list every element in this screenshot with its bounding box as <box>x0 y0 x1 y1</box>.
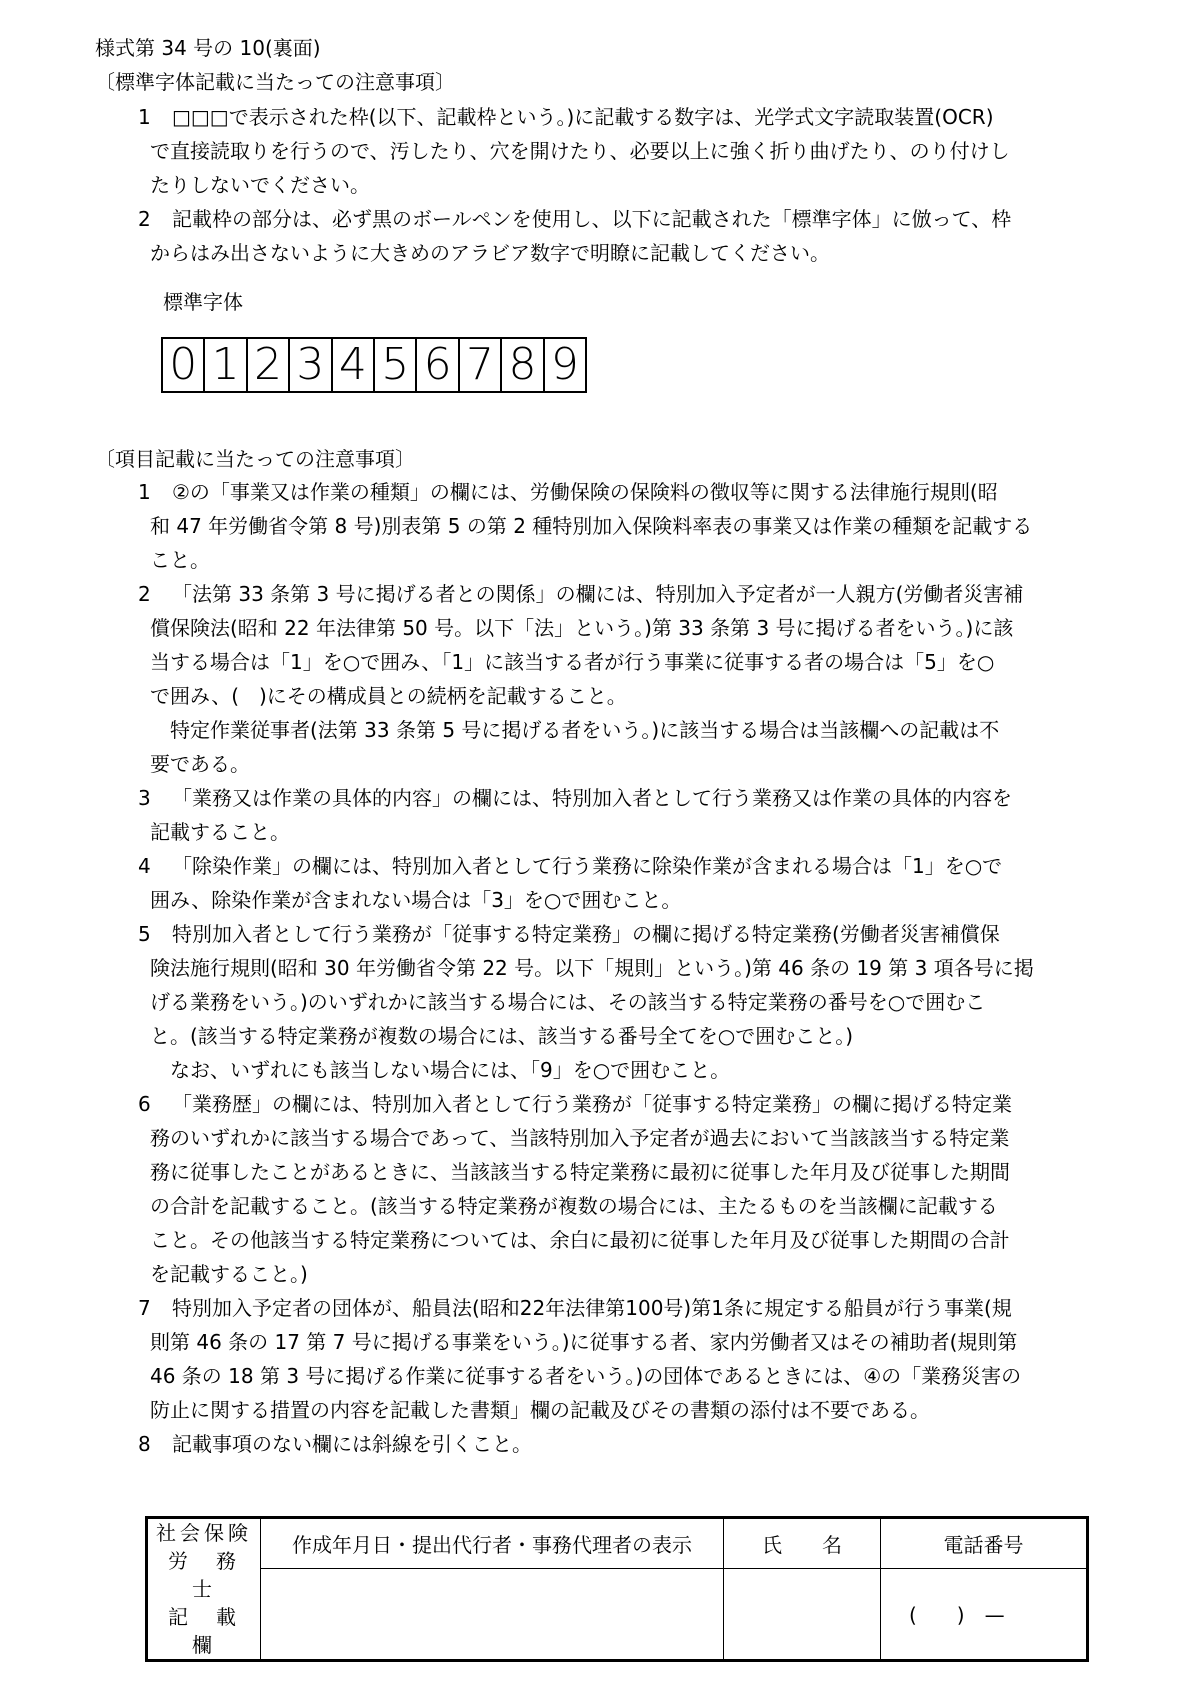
item-text-line: 「業務又は作業の具体的内容」の欄には、特別加入者として行う業務又は作業の具体的内容を <box>172 786 1012 810</box>
item-text-line: □□□で表示された枠(以下、記載枠という。)に記載する数字は、光学式文字読取装置(OCR) <box>172 105 994 129</box>
col1-header: 作成年月日・提出代行者・事務代理者の表示 <box>261 1518 724 1569</box>
item-text-line: 特定作業従事者(法第 33 条第 5 号に掲げる者をいう。)に該当する場合は当該欄への記載は不 <box>150 718 1000 742</box>
side-label-line: 記 載 欄 <box>168 1605 264 1657</box>
item-text-line: 務のいずれかに該当する場合であって、当該特別加入予定者が過去において当該該当する特定業 <box>150 1126 1010 1150</box>
item-number: 5 <box>138 922 151 946</box>
phone-field[interactable]: ( ) — <box>881 1568 1088 1660</box>
item-text-line: 記載事項のない欄には斜線を引くこと。 <box>172 1432 532 1456</box>
col3-header: 電話番号 <box>881 1518 1088 1569</box>
item-text-line: 囲み、除染作業が含まれない場合は「3」を○で囲むこと。 <box>150 888 682 912</box>
standard-digit: 4 <box>333 339 375 391</box>
item-text-line: 償保険法(昭和 22 年法律第 50 号。以下「法」という。)第 33 条第 3 号に掲げる者をいう。)に該 <box>150 616 1014 640</box>
item-text-line: 「業務歴」の欄には、特別加入者として行う業務が「従事する特定業務」の欄に掲げる特定業 <box>172 1092 1012 1116</box>
item-text-line: 防止に関する措置の内容を記載した書類」欄の記載及びその書類の添付は不要である。 <box>150 1398 930 1422</box>
agent-field[interactable] <box>261 1568 724 1660</box>
item-number: 8 <box>138 1432 151 1456</box>
col2-header: 氏 名 <box>724 1518 881 1569</box>
item-number: 1 <box>138 480 151 504</box>
item-text-line: 「除染作業」の欄には、特別加入者として行う業務に除染作業が含まれる場合は「1」を○で <box>172 854 1003 878</box>
item-text-line: 記載枠の部分は、必ず黒のボールペンを使用し、以下に記載された「標準字体」に倣って、枠 <box>172 207 1012 231</box>
item-number: 6 <box>138 1092 151 1116</box>
item-text-line: なお、いずれにも該当しない場合には、「9」を○で囲むこと。 <box>150 1058 731 1082</box>
section1-heading: 〔標準字体記載に当たっての注意事項〕 <box>95 70 455 94</box>
item-text-line: 務に従事したことがあるときに、当該該当する特定業務に最初に従事した年月及び従事した期間 <box>150 1160 1010 1184</box>
item-text-line: 特別加入者として行う業務が「従事する特定業務」の欄に掲げる特定業務(労働者災害補償保 <box>172 922 1000 946</box>
item-text-line: 要である。 <box>150 752 250 776</box>
standard-digit: 3 <box>290 339 332 391</box>
item-text-line: で囲み、( )にその構成員との続柄を記載すること。 <box>150 684 627 708</box>
item-text-line: 「法第 33 条第 3 号に掲げる者との関係」の欄には、特別加入予定者が一人親方(労働者災害補 <box>172 582 1024 606</box>
item-text-line: こと。 <box>150 548 210 572</box>
signature-table <box>145 1516 1089 1662</box>
item-text-line: たりしないでください。 <box>150 173 370 197</box>
item-text-line: 当する場合は「1」を○で囲み、「1」に該当する者が行う事業に従事する者の場合は「5」を○ <box>150 650 995 674</box>
side-label <box>147 1518 264 1661</box>
item-text-line: こと。その他該当する特定業務については、余白に最初に従事した年月及び従事した期間の合計 <box>150 1228 1010 1252</box>
standard-digit: 8 <box>502 339 544 391</box>
item-text-line: げる業務をいう。)のいずれかに該当する場合には、その該当する特定業務の番号を○で囲むこ <box>150 990 986 1014</box>
item-text-line: ②の「事業又は作業の種類」の欄には、労働保険の保険料の徴収等に関する法律施行規則(昭 <box>172 480 998 504</box>
item-text-line: を記載すること。) <box>150 1262 308 1286</box>
item-text-line: 和 47 年労働省令第 8 号)別表第 5 の第 2 種特別加入保険料率表の事業又は作業の種類を記載する <box>150 514 1033 538</box>
item-number: 4 <box>138 854 151 878</box>
standard-digit: 6 <box>417 339 459 391</box>
form-title: 様式第 34 号の 10(裏面) <box>95 36 321 60</box>
item-text-line: 記載すること。 <box>150 820 290 844</box>
item-number: 2 <box>138 207 151 231</box>
item-text-line: と。(該当する特定業務が複数の場合には、該当する番号全てを○で囲むこと。) <box>150 1024 854 1048</box>
item-text-line: からはみ出さないように大きめのアラビア数字で明瞭に記載してください。 <box>150 241 830 265</box>
standard-digit: 0 <box>163 339 205 391</box>
item-number: 7 <box>138 1296 151 1320</box>
standard-digit: 5 <box>375 339 417 391</box>
name-field[interactable] <box>724 1568 881 1660</box>
sample-label: 標準字体 <box>163 290 243 314</box>
item-text-line: で直接読取りを行うので、汚したり、穴を開けたり、必要以上に強く折り曲げたり、のり付けし <box>150 139 1010 163</box>
item-text-line: 則第 46 条の 17 第 7 号に掲げる事業をいう。)に従事する者、家内労働者又はその補助者(規則第 <box>150 1330 1018 1354</box>
item-text-line: 険法施行規則(昭和 30 年労働省令第 22 号。以下「規則」という。)第 46 条の 19 第 3 項各号に掲 <box>150 956 1034 980</box>
side-label-line: 労 務 士 <box>168 1549 264 1601</box>
item-text-line: 46 条の 18 第 3 号に掲げる作業に従事する者をいう。)の団体であるときには、④の「業務災害の <box>150 1364 1022 1388</box>
item-number: 1 <box>138 105 151 129</box>
standard-digit: 7 <box>460 339 502 391</box>
item-number: 2 <box>138 582 151 606</box>
standard-digit: 9 <box>550 339 579 390</box>
item-number: 3 <box>138 786 151 810</box>
item-text-line: の合計を記載すること。(該当する特定業務が複数の場合には、主たるものを当該欄に記載する <box>150 1194 998 1218</box>
item-text-line: 特別加入予定者の団体が、船員法(昭和22年法律第100号)第1条に規定する船員が行う事業(規 <box>172 1296 1012 1320</box>
standard-digits-box <box>161 337 587 393</box>
standard-digit: 1 <box>205 339 247 391</box>
section2-heading: 〔項目記載に当たっての注意事項〕 <box>95 447 415 471</box>
side-label-line: 社会保険 <box>156 1521 252 1545</box>
standard-digit: 2 <box>248 339 290 391</box>
